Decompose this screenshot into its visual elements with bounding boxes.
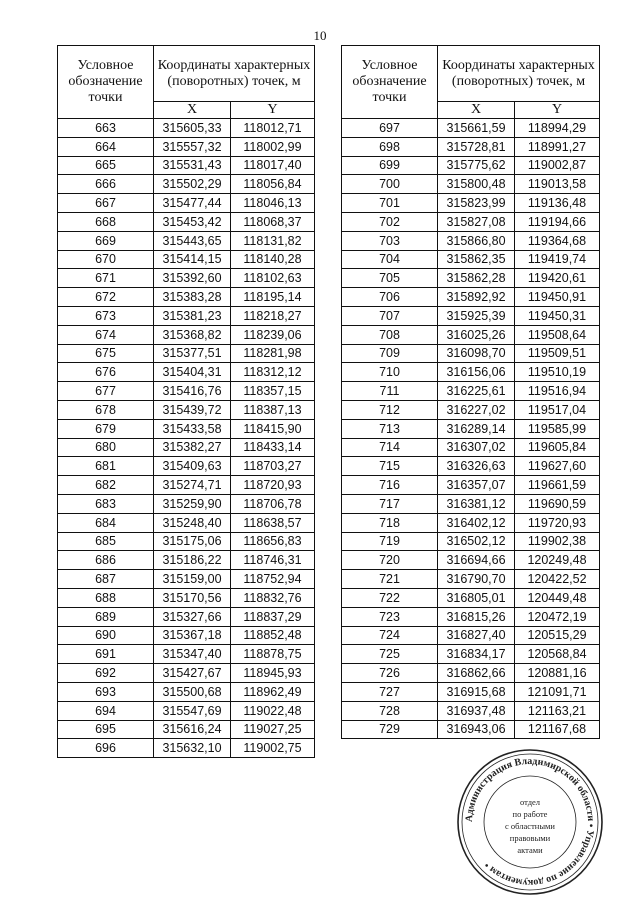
table-row — [342, 457, 600, 476]
y-coordinate-cell: 121167,68 — [515, 720, 600, 739]
point-id-cell: 719 — [342, 532, 438, 551]
point-id-cell: 701 — [342, 194, 438, 213]
y-coordinate-cell: 118357,15 — [231, 382, 315, 401]
x-coordinate-cell: 315368,82 — [154, 325, 231, 344]
seal-line-5: актами — [517, 845, 543, 855]
seal-line-2: по работе — [512, 809, 548, 819]
x-coordinate-cell: 315175,06 — [154, 532, 231, 551]
x-coordinate-cell: 315557,32 — [154, 137, 231, 156]
y-coordinate-cell: 120881,16 — [515, 664, 600, 683]
x-coordinate-cell: 315170,56 — [154, 588, 231, 607]
x-coordinate-cell: 316381,12 — [438, 494, 515, 513]
x-coordinate-cell: 316098,70 — [438, 344, 515, 363]
table-row — [342, 532, 600, 551]
point-id-cell: 670 — [58, 250, 154, 269]
x-coordinate-cell: 316326,63 — [438, 457, 515, 476]
point-id-cell: 686 — [58, 551, 154, 570]
point-id-cell: 663 — [58, 119, 154, 138]
point-id-cell: 678 — [58, 400, 154, 419]
y-coordinate-cell: 118068,37 — [231, 212, 315, 231]
table-row — [58, 175, 315, 194]
point-id-cell: 695 — [58, 720, 154, 739]
table-row — [58, 664, 315, 683]
table-row — [342, 250, 600, 269]
point-id-cell: 725 — [342, 645, 438, 664]
x-coordinate-cell: 315862,35 — [438, 250, 515, 269]
x-coordinate-cell: 316805,01 — [438, 588, 515, 607]
table-row — [58, 457, 315, 476]
point-id-cell: 693 — [58, 682, 154, 701]
x-coordinate-cell: 315800,48 — [438, 175, 515, 194]
x-coordinate-cell: 315892,92 — [438, 288, 515, 307]
y-coordinate-cell: 118878,75 — [231, 645, 315, 664]
y-coordinate-cell: 119002,75 — [231, 739, 315, 758]
point-id-cell: 694 — [58, 701, 154, 720]
table-row — [342, 137, 600, 156]
table-row — [342, 570, 600, 589]
point-id-cell: 722 — [342, 588, 438, 607]
y-coordinate-cell: 118415,90 — [231, 419, 315, 438]
x-coordinate-cell: 315409,63 — [154, 457, 231, 476]
point-id-cell: 710 — [342, 363, 438, 382]
y-coordinate-cell: 118746,31 — [231, 551, 315, 570]
x-coordinate-cell: 315347,40 — [154, 645, 231, 664]
x-coordinate-cell: 315500,68 — [154, 682, 231, 701]
x-coordinate-cell: 315477,44 — [154, 194, 231, 213]
x-coordinate-cell: 315159,00 — [154, 570, 231, 589]
table-row — [58, 551, 315, 570]
y-coordinate-cell: 120515,29 — [515, 626, 600, 645]
y-coordinate-cell: 118962,49 — [231, 682, 315, 701]
x-coordinate-cell: 315248,40 — [154, 513, 231, 532]
table-body-left — [58, 119, 315, 758]
x-header: X — [438, 102, 515, 119]
point-id-cell: 705 — [342, 269, 438, 288]
y-coordinate-cell: 121091,71 — [515, 682, 600, 701]
x-coordinate-cell: 315392,60 — [154, 269, 231, 288]
table-row — [58, 720, 315, 739]
y-coordinate-cell: 118131,82 — [231, 231, 315, 250]
y-coordinate-cell: 120568,84 — [515, 645, 600, 664]
point-id-cell: 679 — [58, 419, 154, 438]
table-row — [58, 269, 315, 288]
y-coordinate-cell: 120472,19 — [515, 607, 600, 626]
point-id-cell: 668 — [58, 212, 154, 231]
x-coordinate-cell: 315427,67 — [154, 664, 231, 683]
table-row — [342, 288, 600, 307]
x-coordinate-cell: 316815,26 — [438, 607, 515, 626]
y-coordinate-cell: 119002,87 — [515, 156, 600, 175]
x-coordinate-cell: 315433,58 — [154, 419, 231, 438]
y-coordinate-cell: 119420,61 — [515, 269, 600, 288]
table-row — [342, 513, 600, 532]
table-row — [342, 588, 600, 607]
y-coordinate-cell: 118239,06 — [231, 325, 315, 344]
y-coordinate-cell: 118837,29 — [231, 607, 315, 626]
table-row — [58, 513, 315, 532]
point-id-cell: 703 — [342, 231, 438, 250]
coords-label-header: Координаты характерных (поворотных) точек, м — [154, 46, 315, 102]
y-coordinate-cell: 119194,66 — [515, 212, 600, 231]
point-id-cell: 721 — [342, 570, 438, 589]
x-coordinate-cell: 316156,06 — [438, 363, 515, 382]
y-coordinate-cell: 118656,83 — [231, 532, 315, 551]
table-body-right — [342, 119, 600, 739]
point-id-cell: 723 — [342, 607, 438, 626]
table-row — [58, 119, 315, 138]
point-label-header: Условное обозначение точки — [342, 46, 438, 119]
point-id-cell: 692 — [58, 664, 154, 683]
table-row — [342, 269, 600, 288]
point-id-cell: 708 — [342, 325, 438, 344]
table-row — [342, 419, 600, 438]
y-coordinate-cell: 118140,28 — [231, 250, 315, 269]
y-coordinate-cell: 118433,14 — [231, 438, 315, 457]
y-coordinate-cell: 119510,19 — [515, 363, 600, 382]
table-row — [58, 570, 315, 589]
x-coordinate-cell: 315661,59 — [438, 119, 515, 138]
x-coordinate-cell: 315439,72 — [154, 400, 231, 419]
x-coordinate-cell: 315453,42 — [154, 212, 231, 231]
table-row — [58, 626, 315, 645]
table-row — [342, 494, 600, 513]
table-row — [342, 306, 600, 325]
point-id-cell: 685 — [58, 532, 154, 551]
point-id-cell: 697 — [342, 119, 438, 138]
table-row — [58, 250, 315, 269]
y-coordinate-cell: 118991,27 — [515, 137, 600, 156]
y-coordinate-cell: 118703,27 — [231, 457, 315, 476]
table-row — [342, 664, 600, 683]
point-id-cell: 729 — [342, 720, 438, 739]
point-id-cell: 726 — [342, 664, 438, 683]
point-id-cell: 720 — [342, 551, 438, 570]
table-row — [58, 231, 315, 250]
table-row — [342, 438, 600, 457]
x-coordinate-cell: 316937,48 — [438, 701, 515, 720]
x-coordinate-cell: 316834,17 — [438, 645, 515, 664]
y-coordinate-cell: 118218,27 — [231, 306, 315, 325]
table-row — [58, 306, 315, 325]
x-coordinate-cell: 315823,99 — [438, 194, 515, 213]
x-coordinate-cell: 315616,24 — [154, 720, 231, 739]
point-id-cell: 709 — [342, 344, 438, 363]
table-row — [58, 400, 315, 419]
x-coordinate-cell: 315502,29 — [154, 175, 231, 194]
y-coordinate-cell: 119027,25 — [231, 720, 315, 739]
y-coordinate-cell: 120249,48 — [515, 551, 600, 570]
table-row — [342, 701, 600, 720]
x-coordinate-cell: 315866,80 — [438, 231, 515, 250]
y-coordinate-cell: 118012,71 — [231, 119, 315, 138]
x-coordinate-cell: 315775,62 — [438, 156, 515, 175]
point-id-cell: 691 — [58, 645, 154, 664]
x-coordinate-cell: 315327,66 — [154, 607, 231, 626]
official-seal — [455, 747, 605, 897]
y-coordinate-cell: 118387,13 — [231, 400, 315, 419]
y-coordinate-cell: 119661,59 — [515, 476, 600, 495]
table-row — [58, 194, 315, 213]
table-row — [342, 400, 600, 419]
y-coordinate-cell: 119902,38 — [515, 532, 600, 551]
table-row — [58, 419, 315, 438]
point-id-cell: 680 — [58, 438, 154, 457]
seal-line-3: с областными — [505, 821, 555, 831]
table-row — [58, 363, 315, 382]
x-coordinate-cell: 316307,02 — [438, 438, 515, 457]
y-coordinate-cell: 118056,84 — [231, 175, 315, 194]
x-coordinate-cell: 316790,70 — [438, 570, 515, 589]
y-coordinate-cell: 120449,48 — [515, 588, 600, 607]
point-id-cell: 717 — [342, 494, 438, 513]
point-id-cell: 728 — [342, 701, 438, 720]
y-coordinate-cell: 119585,99 — [515, 419, 600, 438]
table-row — [58, 344, 315, 363]
point-id-cell: 715 — [342, 457, 438, 476]
x-coordinate-cell: 315377,51 — [154, 344, 231, 363]
table-row — [342, 382, 600, 401]
y-coordinate-cell: 120422,52 — [515, 570, 600, 589]
x-coordinate-cell: 315381,23 — [154, 306, 231, 325]
y-coordinate-cell: 119450,31 — [515, 306, 600, 325]
x-coordinate-cell: 315414,15 — [154, 250, 231, 269]
x-coordinate-cell: 316943,06 — [438, 720, 515, 739]
x-coordinate-cell: 315827,08 — [438, 212, 515, 231]
y-coordinate-cell: 119450,91 — [515, 288, 600, 307]
table-row — [342, 156, 600, 175]
point-id-cell: 667 — [58, 194, 154, 213]
x-coordinate-cell: 316502,12 — [438, 532, 515, 551]
table-row — [58, 607, 315, 626]
table-row — [58, 288, 315, 307]
table-row — [58, 739, 315, 758]
y-coordinate-cell: 119419,74 — [515, 250, 600, 269]
x-coordinate-cell: 315531,43 — [154, 156, 231, 175]
x-coordinate-cell: 315605,33 — [154, 119, 231, 138]
y-coordinate-cell: 118102,63 — [231, 269, 315, 288]
table-row — [342, 476, 600, 495]
table-row — [58, 588, 315, 607]
point-id-cell: 699 — [342, 156, 438, 175]
table-row — [342, 194, 600, 213]
coordinates-table-right — [341, 45, 600, 739]
x-coordinate-cell: 316402,12 — [438, 513, 515, 532]
point-id-cell: 727 — [342, 682, 438, 701]
point-id-cell: 689 — [58, 607, 154, 626]
y-coordinate-cell: 118281,98 — [231, 344, 315, 363]
y-coordinate-cell: 118832,76 — [231, 588, 315, 607]
table-row — [58, 645, 315, 664]
y-coordinate-cell: 119605,84 — [515, 438, 600, 457]
x-coordinate-cell: 315547,69 — [154, 701, 231, 720]
table-row — [58, 532, 315, 551]
table-row — [342, 231, 600, 250]
point-id-cell: 676 — [58, 363, 154, 382]
point-id-cell: 713 — [342, 419, 438, 438]
point-id-cell: 675 — [58, 344, 154, 363]
y-coordinate-cell: 119364,68 — [515, 231, 600, 250]
y-coordinate-cell: 119508,64 — [515, 325, 600, 344]
table-row — [342, 720, 600, 739]
table-row — [58, 137, 315, 156]
y-coordinate-cell: 118752,94 — [231, 570, 315, 589]
x-header: X — [154, 102, 231, 119]
x-coordinate-cell: 316357,07 — [438, 476, 515, 495]
point-id-cell: 702 — [342, 212, 438, 231]
point-id-cell: 665 — [58, 156, 154, 175]
point-id-cell: 696 — [58, 739, 154, 758]
y-coordinate-cell: 119022,48 — [231, 701, 315, 720]
y-coordinate-cell: 119720,93 — [515, 513, 600, 532]
point-id-cell: 671 — [58, 269, 154, 288]
point-id-cell: 681 — [58, 457, 154, 476]
table-row — [58, 494, 315, 513]
point-id-cell: 698 — [342, 137, 438, 156]
point-id-cell: 672 — [58, 288, 154, 307]
x-coordinate-cell: 315274,71 — [154, 476, 231, 495]
x-coordinate-cell: 315728,81 — [438, 137, 515, 156]
table-row — [342, 363, 600, 382]
y-coordinate-cell: 118002,99 — [231, 137, 315, 156]
point-id-cell: 716 — [342, 476, 438, 495]
point-id-cell: 684 — [58, 513, 154, 532]
table-row — [342, 212, 600, 231]
point-id-cell: 718 — [342, 513, 438, 532]
table-row — [342, 551, 600, 570]
y-coordinate-cell: 119013,58 — [515, 175, 600, 194]
coords-label-header: Координаты характерных (поворотных) точек, м — [438, 46, 600, 102]
y-coordinate-cell: 119690,59 — [515, 494, 600, 513]
y-coordinate-cell: 119627,60 — [515, 457, 600, 476]
point-id-cell: 664 — [58, 137, 154, 156]
table-row — [58, 476, 315, 495]
point-id-cell: 677 — [58, 382, 154, 401]
point-id-cell: 706 — [342, 288, 438, 307]
table-row — [58, 325, 315, 344]
table-row — [342, 344, 600, 363]
x-coordinate-cell: 315367,18 — [154, 626, 231, 645]
page-number: 10 — [313, 28, 327, 43]
y-coordinate-cell: 118994,29 — [515, 119, 600, 138]
point-id-cell: 714 — [342, 438, 438, 457]
y-coordinate-cell: 118046,13 — [231, 194, 315, 213]
y-coordinate-cell: 118720,93 — [231, 476, 315, 495]
y-coordinate-cell: 118195,14 — [231, 288, 315, 307]
x-coordinate-cell: 316827,40 — [438, 626, 515, 645]
x-coordinate-cell: 316915,68 — [438, 682, 515, 701]
point-id-cell: 700 — [342, 175, 438, 194]
point-id-cell: 688 — [58, 588, 154, 607]
coordinates-table-left — [57, 45, 315, 758]
x-coordinate-cell: 315259,90 — [154, 494, 231, 513]
table-row — [58, 212, 315, 231]
seal-line-4: правовыми — [509, 833, 551, 843]
table-row — [342, 645, 600, 664]
table-row — [58, 701, 315, 720]
x-coordinate-cell: 315925,39 — [438, 306, 515, 325]
y-coordinate-cell: 121163,21 — [515, 701, 600, 720]
point-id-cell: 669 — [58, 231, 154, 250]
y-coordinate-cell: 118638,57 — [231, 513, 315, 532]
table-row — [342, 682, 600, 701]
x-coordinate-cell: 315382,27 — [154, 438, 231, 457]
table-row — [58, 682, 315, 701]
point-id-cell: 687 — [58, 570, 154, 589]
table-row — [342, 325, 600, 344]
table-row — [58, 156, 315, 175]
point-id-cell: 674 — [58, 325, 154, 344]
point-id-cell: 711 — [342, 382, 438, 401]
x-coordinate-cell: 315443,65 — [154, 231, 231, 250]
point-id-cell: 707 — [342, 306, 438, 325]
point-id-cell: 690 — [58, 626, 154, 645]
y-coordinate-cell: 118312,12 — [231, 363, 315, 382]
y-header: Y — [231, 102, 315, 119]
x-coordinate-cell: 316025,26 — [438, 325, 515, 344]
y-coordinate-cell: 119136,48 — [515, 194, 600, 213]
table-row — [58, 438, 315, 457]
point-id-cell: 683 — [58, 494, 154, 513]
x-coordinate-cell: 315186,22 — [154, 551, 231, 570]
y-header: Y — [515, 102, 600, 119]
table-row — [58, 382, 315, 401]
y-coordinate-cell: 118945,93 — [231, 664, 315, 683]
y-coordinate-cell: 119509,51 — [515, 344, 600, 363]
x-coordinate-cell: 315632,10 — [154, 739, 231, 758]
x-coordinate-cell: 315862,28 — [438, 269, 515, 288]
table-row — [342, 607, 600, 626]
point-id-cell: 704 — [342, 250, 438, 269]
y-coordinate-cell: 118706,78 — [231, 494, 315, 513]
y-coordinate-cell: 118017,40 — [231, 156, 315, 175]
table-row — [342, 175, 600, 194]
x-coordinate-cell: 316225,61 — [438, 382, 515, 401]
table-row — [342, 626, 600, 645]
x-coordinate-cell: 315416,76 — [154, 382, 231, 401]
point-id-cell: 712 — [342, 400, 438, 419]
seal-line-1: отдел — [519, 797, 541, 807]
x-coordinate-cell: 316694,66 — [438, 551, 515, 570]
table-row — [342, 119, 600, 138]
point-id-cell: 724 — [342, 626, 438, 645]
seal-ring-text: Администрация Владимирской области • Управление по документам • — [463, 755, 597, 889]
x-coordinate-cell: 316289,14 — [438, 419, 515, 438]
x-coordinate-cell: 316227,02 — [438, 400, 515, 419]
x-coordinate-cell: 315383,28 — [154, 288, 231, 307]
point-id-cell: 682 — [58, 476, 154, 495]
y-coordinate-cell: 118852,48 — [231, 626, 315, 645]
point-label-header: Условное обозначение точки — [58, 46, 154, 119]
y-coordinate-cell: 119516,94 — [515, 382, 600, 401]
point-id-cell: 666 — [58, 175, 154, 194]
x-coordinate-cell: 316862,66 — [438, 664, 515, 683]
y-coordinate-cell: 119517,04 — [515, 400, 600, 419]
point-id-cell: 673 — [58, 306, 154, 325]
x-coordinate-cell: 315404,31 — [154, 363, 231, 382]
